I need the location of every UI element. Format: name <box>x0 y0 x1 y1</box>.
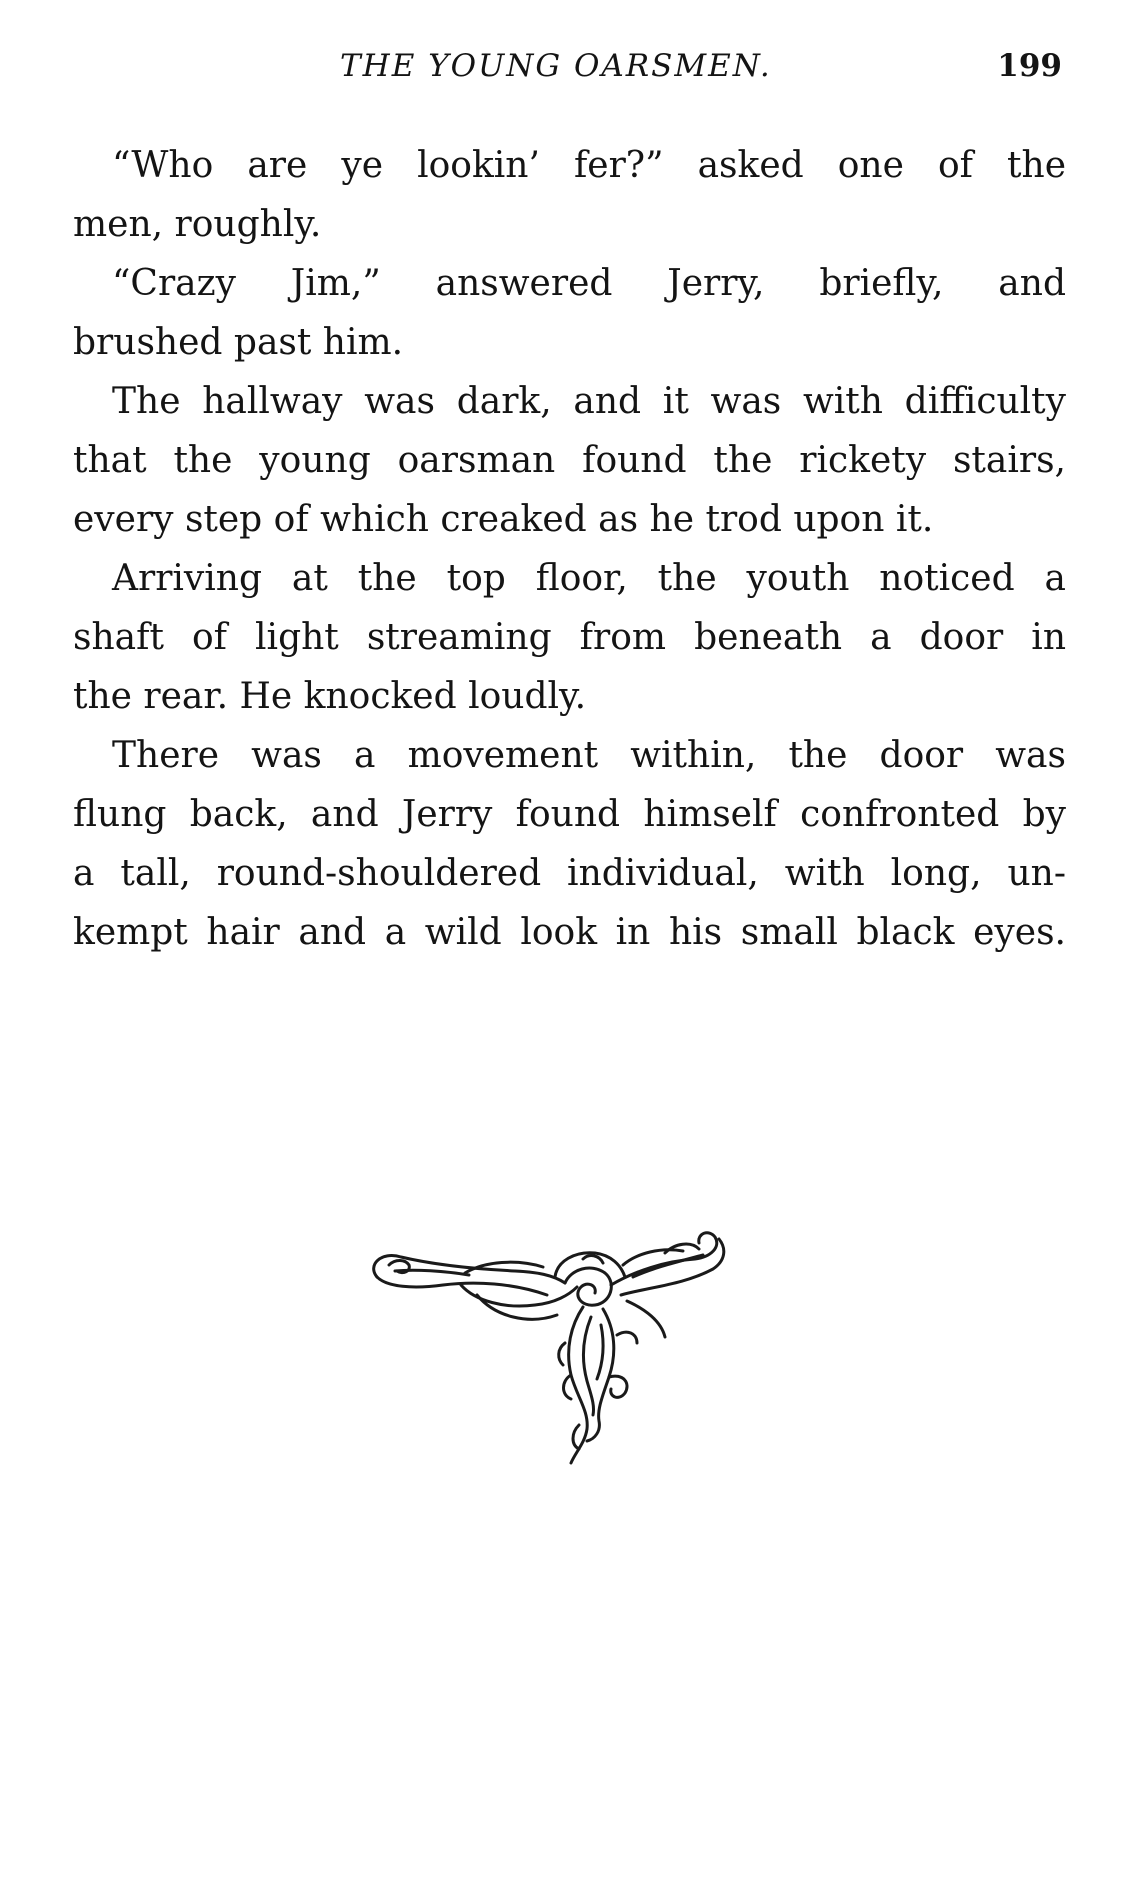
text-line: men, roughly. <box>73 204 322 245</box>
page-number: 199 <box>997 48 1062 84</box>
text-line: “Crazy Jim,” answered Jerry, briefly, and <box>112 263 1066 304</box>
text-line: a tall, round-shouldered individual, with long, un- <box>73 853 1066 894</box>
tailpiece-scroll-ornament-icon <box>365 1225 733 1465</box>
text-line: kempt hair and a wild look in his small black eyes. <box>73 912 1066 953</box>
text-line: Arriving at the top floor, the youth noticed a <box>112 558 1066 599</box>
text-line: “Who are ye lookin’ fer?” asked one of the <box>112 145 1066 186</box>
text-line: brushed past him. <box>73 322 404 363</box>
text-line: that the young oarsman found the rickety stairs, <box>73 440 1066 481</box>
text-line: flung back, and Jerry found himself confronted by <box>73 794 1066 835</box>
body-text <box>73 136 1066 962</box>
running-title: THE YOUNG OARSMEN. <box>340 48 772 84</box>
text-line: the rear. He knocked loudly. <box>73 676 587 717</box>
running-head <box>70 48 1070 98</box>
text-line: every step of which creaked as he trod upon it. <box>73 499 934 540</box>
text-line: There was a movement within, the door was <box>112 735 1066 776</box>
text-line: shaft of light streaming from beneath a door in <box>73 617 1066 658</box>
text-line: The hallway was dark, and it was with difficulty <box>112 381 1066 422</box>
